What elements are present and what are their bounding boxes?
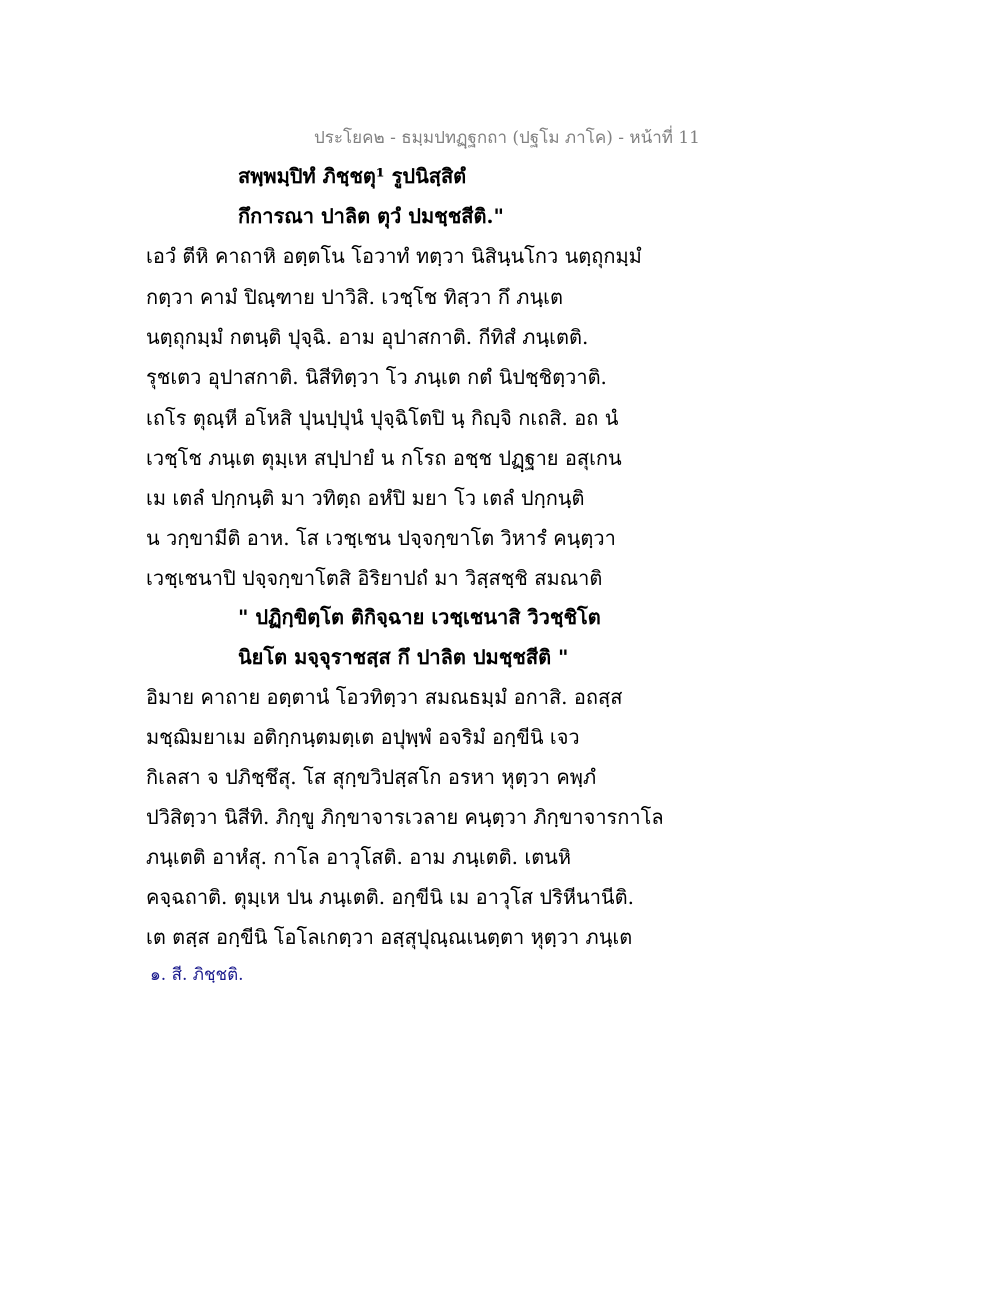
page-header: ประโยค๒ - ธมฺมปทฏฺฐกถา (ปฐโม ภาโค) - หน้าที่ 11 bbox=[314, 128, 700, 148]
text-line: น วกฺขามีติ อาห. โส เวชฺเชน ปจฺจกฺขาโต วิหารํ คนฺตฺวา bbox=[146, 526, 616, 550]
text-line: อิมาย คาถาย อตฺตานํ โอวทิตฺวา สมณธมฺมํ อกาสิ. อถสฺส bbox=[146, 685, 623, 709]
footnote: ๑. สี. ภิชฺชติ. bbox=[150, 965, 244, 985]
text-line: เอวํ ตีหิ คาถาหิ อตฺตโน โอวาทํ ทตฺวา นิสินฺนโกว นตฺถุกมฺมํ bbox=[146, 244, 642, 268]
text-line: นตฺถุกมฺมํ กตนฺติ ปุจฺฉิ. อาม อุปาสกาติ. กีทิสํ ภนฺเตติ. bbox=[146, 325, 589, 349]
text-line: เถโร ตุณฺหี อโหสิ ปุนปฺปุนํ ปุจฺฉิโตปิ นฺ กิญฺจิ กเถสิ. อถ นํ bbox=[146, 406, 619, 430]
text-line: มชฺฌิมยาเม อติกฺกนฺตมตฺเต อปุพฺพํ อจริมํ อกฺขีนิ เจว bbox=[146, 725, 580, 749]
verse-line: นิยโต มจฺจุราชสฺส กึ ปาลิต ปมชฺชสีติ " bbox=[238, 645, 569, 669]
text-line: คจฺฉถาติ. ตุมฺเห ปน ภนฺเตติ. อกฺขีนิ เม อาวุโส ปริหีนานีติ. bbox=[146, 885, 634, 909]
text-line: เม เตลํ ปกฺกนฺติ มา วทิตฺถ อหํปิ มยา โว เตลํ ปกฺกนฺติ bbox=[146, 486, 585, 510]
text-line: กิเลสา จ ปภิชฺชึสุ. โส สุกฺขวิปสฺสโก อรหา หุตฺวา คพฺภํ bbox=[146, 765, 597, 789]
verse-line: สพฺพมฺปิทํ ภิชฺชตุ¹ รูปนิสฺสิตํ bbox=[238, 164, 467, 188]
verse-line: " ปฏิกฺขิตฺโต ติกิจฺฉาย เวชฺเชนาสิ วิวชฺชิโต bbox=[238, 605, 601, 629]
text-line: เวชฺเชนาปิ ปจฺจกฺขาโตสิ อิริยาปถํ มา วิสฺสชฺชิ สมณาติ bbox=[146, 566, 603, 590]
text-line: กตฺวา คามํ ปิณฺฑาย ปาวิสิ. เวชฺโช ทิสฺวา กึ ภนฺเต bbox=[146, 285, 563, 309]
text-line: รุชเตว อุปาสกาติ. นิสีทิตฺวา โว ภนฺเต กตํ นิปชฺชิตฺวาติ. bbox=[146, 365, 607, 389]
text-line: เต ตสฺส อกฺขีนิ โอโลเกตฺวา อสฺสุปุณฺณเนตฺตา หุตฺวา ภนฺเต bbox=[146, 925, 633, 949]
verse-line: กึการณา ปาลิต ตุวํ ปมชฺชสีติ." bbox=[238, 204, 504, 228]
text-line: ปวิสิตฺวา นิสีทิ. ภิกฺขู ภิกฺขาจารเวลาย คนฺตฺวา ภิกฺขาจารกาโล bbox=[146, 805, 664, 829]
text-line: เวชฺโช ภนฺเต ตุมฺเห สปฺปายํ น กโรถ อชฺช ปฏฺฐาย อสุเกน bbox=[146, 446, 622, 470]
text-line: ภนฺเตติ อาหํสุ. กาโล อาวุโสติ. อาม ภนฺเตติ. เตนหิ bbox=[146, 845, 572, 869]
